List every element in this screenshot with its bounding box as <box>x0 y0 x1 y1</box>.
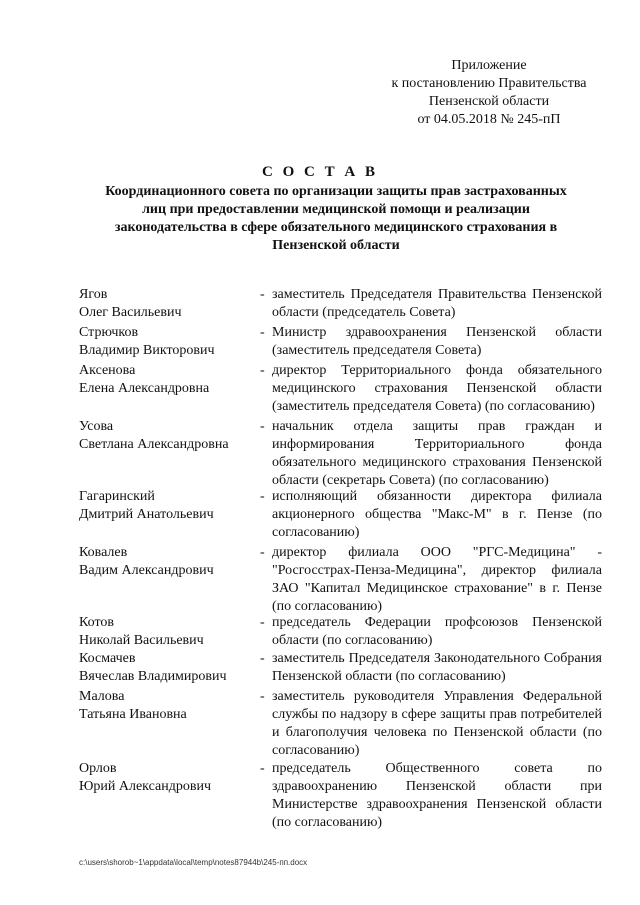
document-title: С О С Т А В <box>262 164 378 180</box>
member-name <box>79 688 259 724</box>
appendix-line: Пензенской области <box>428 94 550 109</box>
member-surname: Ягов <box>79 287 108 302</box>
member-surname: Космачев <box>79 651 136 666</box>
dash-separator: - <box>260 489 265 504</box>
member-surname: Усова <box>79 419 114 434</box>
member-given-names: Светлана Александровна <box>79 437 229 452</box>
member-name <box>79 650 259 686</box>
appendix-line: к постановлению Правительства <box>391 76 587 91</box>
member-given-names: Юрий Александрович <box>79 779 211 794</box>
member-surname: Ковалев <box>79 545 128 560</box>
member-name <box>79 614 259 650</box>
dash-separator: - <box>260 325 265 340</box>
member-name <box>79 488 259 524</box>
member-role: заместитель Председателя Законодательного Собрания Пензенской области (по согласованию) <box>272 651 602 684</box>
member-role: исполняющий обязанности директора филиала акционерного общества "Макс-М" в г. Пензе (по согласованию) <box>272 489 602 540</box>
member-surname: Гагаринский <box>79 489 155 504</box>
dash-separator: - <box>260 615 265 630</box>
document-subtitle: Координационного совета по организации защиты прав застрахованных лиц при предоставлении медицинской помощи и реализации законодательства в сфере обязательного медицинского страхования в Пензенской области <box>105 184 567 253</box>
member-given-names: Владимир Викторович <box>79 343 215 358</box>
member-surname: Малова <box>79 689 125 704</box>
member-given-names: Татьяна Ивановна <box>79 707 187 722</box>
member-name <box>79 544 259 580</box>
member-role: Министр здравоохранения Пензенской области (заместитель председателя Совета) <box>272 325 602 358</box>
member-given-names: Вадим Александрович <box>79 563 214 578</box>
member-name <box>79 286 259 322</box>
member-role: директор Территориального фонда обязательного медицинского страхования Пензенской области (заместитель председателя Совета) (по согласованию) <box>272 363 602 414</box>
member-role: начальник отдела защиты прав граждан и информирования Территориального фонда обязательного медицинского страхования Пензенской области (секретарь Совета) (по согласованию) <box>272 419 602 488</box>
member-name <box>79 362 259 398</box>
member-role: заместитель Председателя Правительства Пензенской области (председатель Совета) <box>272 287 602 320</box>
member-surname: Орлов <box>79 761 117 776</box>
member-role: директор филиала ООО "РГС-Медицина" - "Росгосстрах-Пенза-Медицина", директор филиала ЗАО "Капитал Медицинское страхование" в г. Пензе (по согласованию) <box>272 545 602 614</box>
appendix-date-number: от 04.05.2018 № 245-пП <box>417 112 561 127</box>
appendix-block <box>376 57 602 129</box>
member-role: заместитель руководителя Управления Федеральной службы по надзору в сфере защиты прав потребителей и благополучия человека по Пензенской области (по согласованию) <box>272 689 602 758</box>
member-given-names: Елена Александровна <box>79 381 210 396</box>
dash-separator: - <box>260 419 265 434</box>
member-given-names: Вячеслав Владимирович <box>79 669 227 684</box>
member-surname: Стрючков <box>79 325 139 340</box>
member-name <box>79 324 259 360</box>
dash-separator: - <box>260 651 265 666</box>
member-given-names: Дмитрий Анатольевич <box>79 507 214 522</box>
file-path-footer: c:\users\shorob~1\appdata\local\temp\notes87944b\245-пп.docx <box>79 858 308 867</box>
member-given-names: Николай Васильевич <box>79 633 204 648</box>
member-name <box>79 418 259 454</box>
dash-separator: - <box>260 287 265 302</box>
dash-separator: - <box>260 689 265 704</box>
member-surname: Аксенова <box>79 363 136 378</box>
member-role: председатель Федерации профсоюзов Пензенской области (по согласованию) <box>272 615 602 648</box>
member-role: председатель Общественного совета по здравоохранению Пензенской области при Министерстве здравоохранения Пензенской области (по согласованию) <box>272 761 602 830</box>
dash-separator: - <box>260 761 265 776</box>
member-surname: Котов <box>79 615 114 630</box>
member-given-names: Олег Васильевич <box>79 305 182 320</box>
member-name <box>79 760 259 796</box>
dash-separator: - <box>260 363 265 378</box>
appendix-line: Приложение <box>451 58 527 73</box>
dash-separator: - <box>260 545 265 560</box>
